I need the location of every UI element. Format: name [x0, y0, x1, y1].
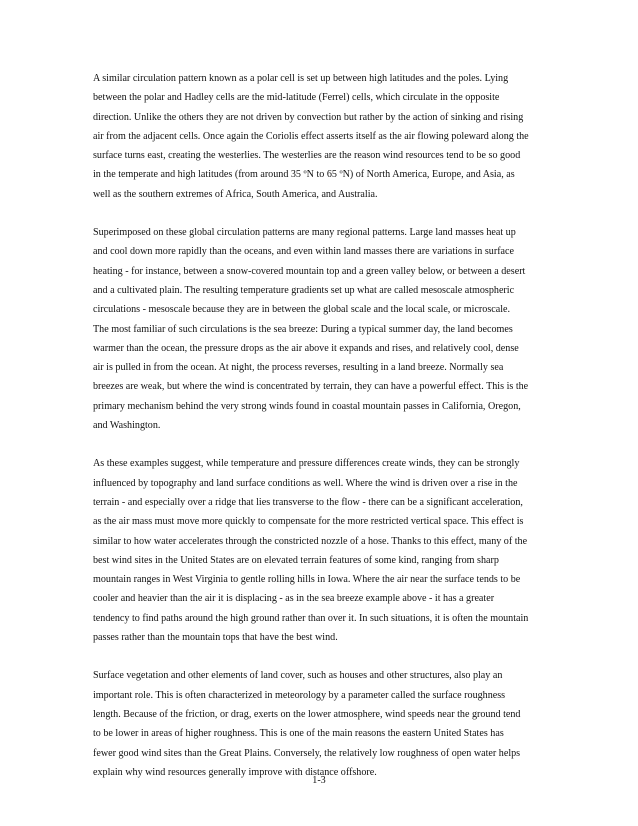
- text-line: as the air mass must move more quickly to compensate for the more restricted vertical space. This effect is: [93, 516, 524, 528]
- text-line: circulations - mesoscale because they are in between the global scale and the local scale, or microscale.: [93, 304, 511, 316]
- text-line: and cool down more rapidly than the oceans, and even within land masses there are variations in surface: [93, 246, 514, 258]
- text-line: similar to how water accelerates through the constricted nozzle of a hose. Thanks to this effect, many of the: [93, 535, 528, 547]
- text-line: Superimposed on these global circulation patterns are many regional patterns. Large land masses heat up: [93, 227, 516, 239]
- text-line: mountain ranges in West Virginia to gentle rolling hills in Iowa. Where the air near the surface tends to be: [93, 574, 521, 586]
- text-line: air is pulled in from the ocean. At night, the process reverses, resulting in a land breeze. Normally sea: [93, 362, 504, 374]
- text-line: and Washington.: [93, 420, 161, 432]
- text-line: A similar circulation pattern known as a polar cell is set up between high latitudes and the poles. Lying: [93, 73, 509, 84]
- text-line: heating - for instance, between a snow-covered mountain top and a green valley below, or between a desert: [93, 265, 526, 277]
- text-line: terrain - and especially over a ridge that lies transverse to the flow - there can be a significant acceleration,: [93, 496, 523, 508]
- page-number: 1-3: [312, 775, 326, 786]
- paragraph-polar-cell: [93, 69, 551, 204]
- text-line: passes rather than the mountain tops that have the best wind.: [93, 632, 338, 644]
- text-line: length. Because of the friction, or drag, exerts on the lower atmosphere, wind speeds near the ground tend: [93, 708, 521, 720]
- text-line: cooler and heavier than the air it is displacing - as in the sea breeze example above - it has a greater: [93, 593, 495, 605]
- text-line: fewer good wind sites than the Great Plains. Conversely, the relatively low roughness of open water helps: [93, 747, 521, 759]
- text-line: and a cultivated plain. The resulting temperature gradients set up what are called mesoscale atmospheric: [93, 284, 515, 296]
- text-line: Surface vegetation and other elements of land cover, such as houses and other structures, also play an: [93, 670, 503, 682]
- text-line: explain why wind resources generally improve with distance offshore.: [93, 766, 377, 778]
- text-line: well as the southern extremes of Africa, South America, and Australia.: [93, 188, 378, 200]
- paragraph-surface-roughness: [93, 666, 551, 782]
- text-line: in the temperate and high latitudes (from around 35 ºN to 65 ºN) of North America, Europe, and Asia, as: [93, 169, 515, 181]
- text-line: between the polar and Hadley cells are the mid-latitude (Ferrel) cells, which circulate in the opposite: [93, 92, 500, 104]
- text-line: warmer than the ocean, the pressure drops as the air above it expands and rises, and relatively cool, dense: [93, 342, 519, 354]
- text-line: influenced by topography and land surface conditions as well. Where the wind is driven over a rise in the: [93, 477, 518, 489]
- paragraph-regional-patterns: [93, 223, 551, 435]
- paragraph-topography: [93, 454, 551, 647]
- text-line: The most familiar of such circulations is the sea breeze: During a typical summer day, the land becomes: [93, 323, 513, 335]
- text-line: tendency to find paths around the high ground rather than over it. In such situations, it is often the mountain: [93, 612, 529, 624]
- text-line: direction. Unlike the others they are not driven by convection but rather by the action of sinking and rising: [93, 111, 524, 123]
- text-line: surface turns east, creating the westerlies. The westerlies are the reason wind resources tend to be so good: [93, 150, 521, 162]
- document-body: [93, 69, 551, 801]
- text-line: air from the adjacent cells. Once again the Coriolis effect asserts itself as the air flowing poleward along the: [93, 130, 529, 142]
- text-line: important role. This is often characterized in meteorology by a parameter called the surface roughness: [93, 689, 506, 701]
- text-line: best wind sites in the United States are on elevated terrain features of some kind, ranging from sharp: [93, 554, 499, 566]
- text-line: breezes are weak, but where the wind is concentrated by terrain, they can have a powerful effect. This is the: [93, 381, 529, 393]
- text-line: primary mechanism behind the very strong winds found in coastal mountain passes in California, Oregon,: [93, 400, 521, 412]
- text-line: to be lower in areas of higher roughness. This is one of the main reasons the eastern United States has: [93, 728, 504, 740]
- text-line: As these examples suggest, while temperature and pressure differences create winds, they can be strongly: [93, 458, 520, 470]
